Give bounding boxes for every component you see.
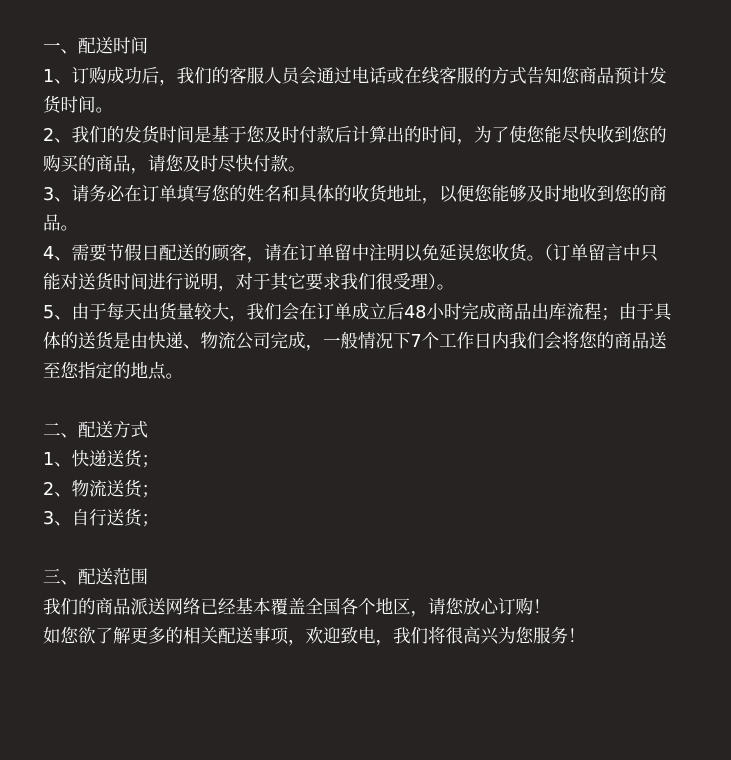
paragraph-line: 我们的商品派送网络已经基本覆盖全国各个地区，请您放心订购！	[43, 597, 551, 618]
paragraph-line: 如您欲了解更多的相关配送事项，欢迎致电，我们将很高兴为您服务！	[43, 627, 586, 647]
paragraph-line: 能对送货时间进行说明，对于其它要求我们很受理）。	[43, 273, 455, 293]
paragraph-line: 3、请务必在订单填写您的姓名和具体的收货地址，以便您能够及时地收到您的商	[43, 184, 667, 205]
section-spacer	[43, 535, 701, 565]
list-item: 1、快递送货；	[43, 450, 160, 470]
list-item: 2、物流送货；	[43, 479, 160, 500]
paragraph-line: 至您指定的地点。	[43, 361, 183, 382]
paragraph-line: 品。	[43, 214, 78, 234]
section-heading: 二、配送方式	[43, 420, 148, 441]
section-heading: 一、配送时间	[43, 37, 148, 57]
paragraph-line: 体的送货是由快递、物流公司完成，一般情况下7个工作日内我们会将您的商品送	[43, 332, 667, 352]
section-delivery-scope	[43, 564, 701, 653]
section-delivery-time	[43, 33, 701, 387]
paragraph-line: 购买的商品，请您及时尽快付款。	[43, 155, 306, 175]
list-item: 3、自行送货；	[43, 509, 160, 529]
paragraph-line: 货时间。	[43, 96, 113, 116]
section-spacer	[43, 387, 701, 417]
section-delivery-methods	[43, 417, 701, 535]
paragraph-line: 1、订购成功后，我们的客服人员会通过电话或在线客服的方式告知您商品预计发	[43, 66, 667, 87]
paragraph-line: 4、需要节假日配送的顾客，请在订单留中注明以免延误您收货。（订单留言中只	[43, 243, 658, 264]
section-heading: 三、配送范围	[43, 568, 148, 588]
paragraph-line: 2、我们的发货时间是基于您及时付款后计算出的时间，为了使您能尽快收到您的	[43, 125, 667, 146]
paragraph-line: 5、由于每天出货量较大，我们会在订单成立后48小时完成商品出库流程；由于具	[43, 302, 672, 323]
